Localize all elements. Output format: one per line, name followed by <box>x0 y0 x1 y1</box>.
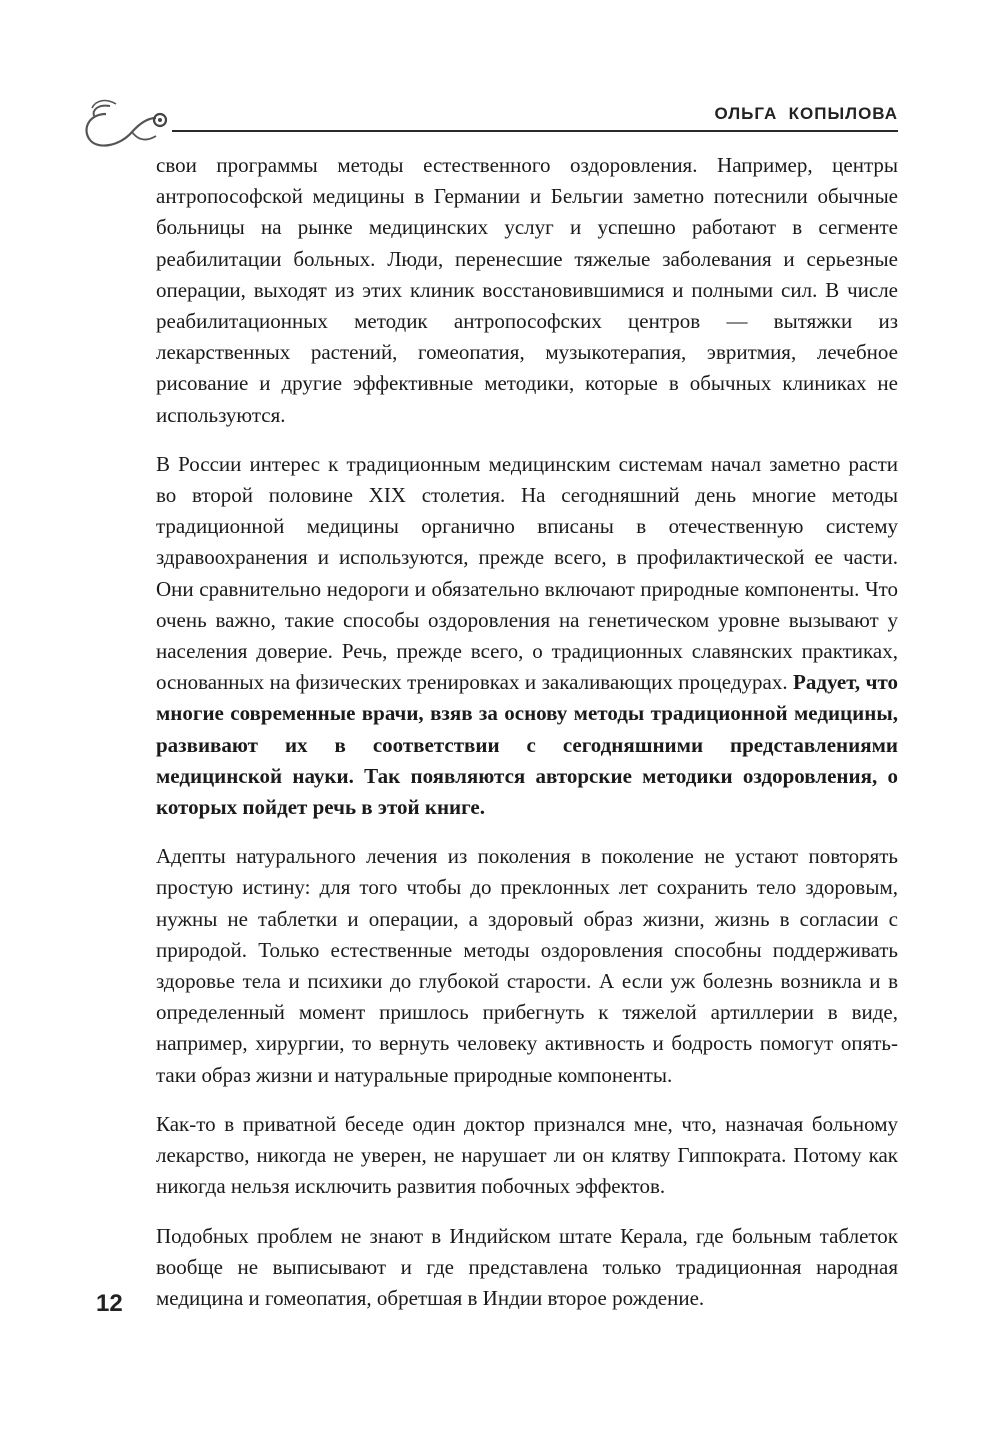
page-number: 12 <box>96 1290 123 1317</box>
header-rule <box>172 130 898 132</box>
paragraph: свои программы методы естественного оздоровления. Например, центры антропософской медицины в Германии и Бельгии заметно потеснили обычные больницы на рынке медицинских услуг и успешно работают в сегменте реабилитации больных. Люди, перенесшие тяжелые заболевания и серьезные операции, выходят из этих клиник восстановившимися и полными сил. В числе реабилитационных методик антропософских центров — вытяжки из лекарственных растений, гомеопатия, музыкотерапия, эвритмия, лечебное рисование и другие эффективные методики, которые в обычных клиниках не используются. <box>156 153 898 427</box>
page-header <box>0 0 986 150</box>
paragraph: Как-то в приватной беседе один доктор признался мне, что, назначая больному лекарство, никогда не уверен, не нарушает ли он клятву Гиппократа. Потому как никогда нельзя исключить развития побочных эффектов. <box>156 1111 898 1199</box>
paragraph-bold-text: Радует, что многие современные врачи, взяв за основу методы традиционной медицины, развивают их в соответствии с сегодняшними представлениями медицинской науки. Так появляются авторские методики оздоровления, о которых пойдет речь в этой книге. <box>156 670 898 820</box>
paragraph: Подобных проблем не знают в Индийском штате Керала, где больным таблеток вообще не выписывают и где представлена только традиционная народная медицина и гомеопатия, обретшая в Индии второе рождение. <box>156 1223 898 1310</box>
paragraph <box>156 449 898 823</box>
paragraph-text: В России интерес к традиционным медицинским системам начал заметно расти во второй половине XIX столетия. На сегодняшний день многие методы традиционной медицины органично вписаны в отечественную систему здравоохранения и используются, прежде всего, в профилактической ее части. Они сравнительно недороги и обязательно включают природные компоненты. Что очень важно, такие способы оздоровления на генетическом уровне вызывают у населения доверие. Речь, прежде всего, о традиционных славянских практиках, основанных на физических тренировках и закаливающих процедурах. <box>156 451 898 695</box>
body-text <box>156 150 898 1332</box>
paragraph: Адепты натурального лечения из поколения в поколение не устают повторять простую истину: для того чтобы до преклонных лет сохранить тело здоровым, нужны не таблетки и операции, а здоровый образ жизни, жизнь в согласии с природой. Только естественные методы оздоровления способны поддерживать здоровье тела и психики до глубокой старости. А если уж болезнь возникла и в определенный момент пришлось прибегнуть к тяжелой артиллерии в виде, например, хирургии, то вернуть человеку активность и бодрость помогут опять-таки образ жизни и натуральные природные компоненты. <box>156 844 898 1087</box>
stethoscope-icon <box>76 96 186 156</box>
running-head-author: ОЛЬГА КОПЫЛОВА <box>714 104 898 123</box>
